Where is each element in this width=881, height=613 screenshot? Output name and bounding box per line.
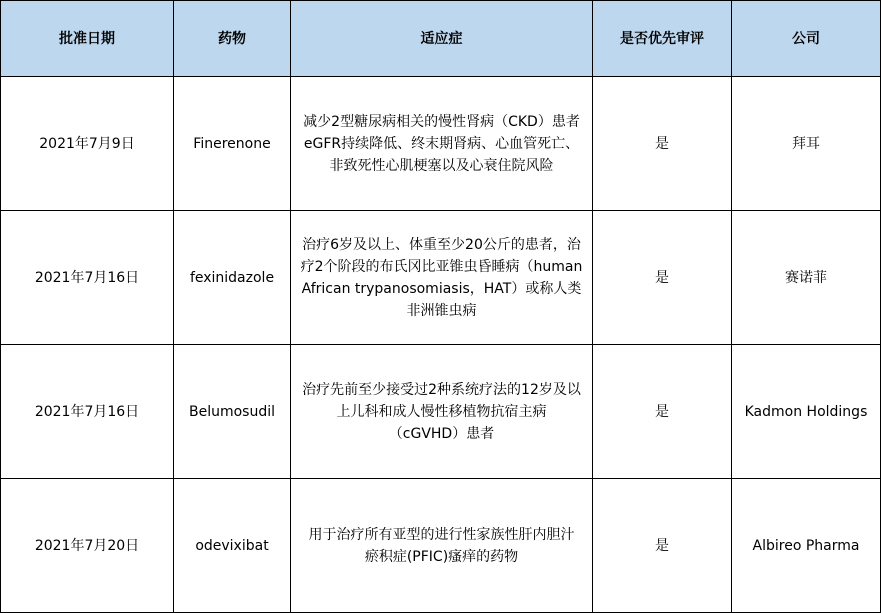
indication-line: eGFR持续降低、终末期肾病、心血管死亡、 [303,135,580,152]
header-approval-date: 批准日期 [1,1,174,77]
indication-line: 上儿科和成人慢性移植物抗宿主病 [336,403,547,420]
indication-line: 治疗6岁及以上、体重至少20公斤的患者，治 [302,236,581,253]
indication-cell [291,77,593,211]
company-cell: Kadmon Holdings [732,345,881,479]
header-indication: 适应症 [291,1,593,77]
approval-date-cell: 2021年7月16日 [1,345,174,479]
indication-cell [291,211,593,345]
table-row [1,479,881,613]
indication-line: African trypanosomiasis，HAT）或称人类 [301,280,582,297]
table-row [1,211,881,345]
indication-cell [291,345,593,479]
priority-review-cell: 是 [593,77,732,211]
indication-line: 瘀积症(PFIC)瘙痒的药物 [364,548,519,565]
company-cell: 赛诺菲 [732,211,881,345]
approval-date-cell: 2021年7月16日 [1,211,174,345]
indication-line: 非洲锥虫病 [406,302,477,319]
indication-line: 减少2型糖尿病相关的慢性肾病（CKD）患者 [303,113,580,130]
approval-date-cell: 2021年7月9日 [1,77,174,211]
header-row [1,1,881,77]
indication-line: 疗2个阶段的布氏冈比亚锥虫昏睡病（human [300,258,583,275]
approval-date-cell: 2021年7月20日 [1,479,174,613]
indication-line: 用于治疗所有亚型的进行性家族性肝内胆汁 [308,526,575,543]
priority-review-cell: 是 [593,479,732,613]
company-cell: Albireo Pharma [732,479,881,613]
indication-line: （cGVHD）患者 [388,425,495,442]
drug-cell: fexinidazole [174,211,291,345]
drug-cell: odevixibat [174,479,291,613]
priority-review-cell: 是 [593,211,732,345]
header-company: 公司 [732,1,881,77]
indication-cell [291,479,593,613]
table-row [1,345,881,479]
company-cell: 拜耳 [732,77,881,211]
indication-line: 治疗先前至少接受过2种系统疗法的12岁及以 [302,381,581,398]
table-row [1,77,881,211]
indication-line: 非致死性心肌梗塞以及心衰住院风险 [329,157,554,174]
header-drug: 药物 [174,1,291,77]
header-priority-review: 是否优先审评 [593,1,732,77]
drug-cell: Belumosudil [174,345,291,479]
priority-review-cell: 是 [593,345,732,479]
drug-cell: Finerenone [174,77,291,211]
